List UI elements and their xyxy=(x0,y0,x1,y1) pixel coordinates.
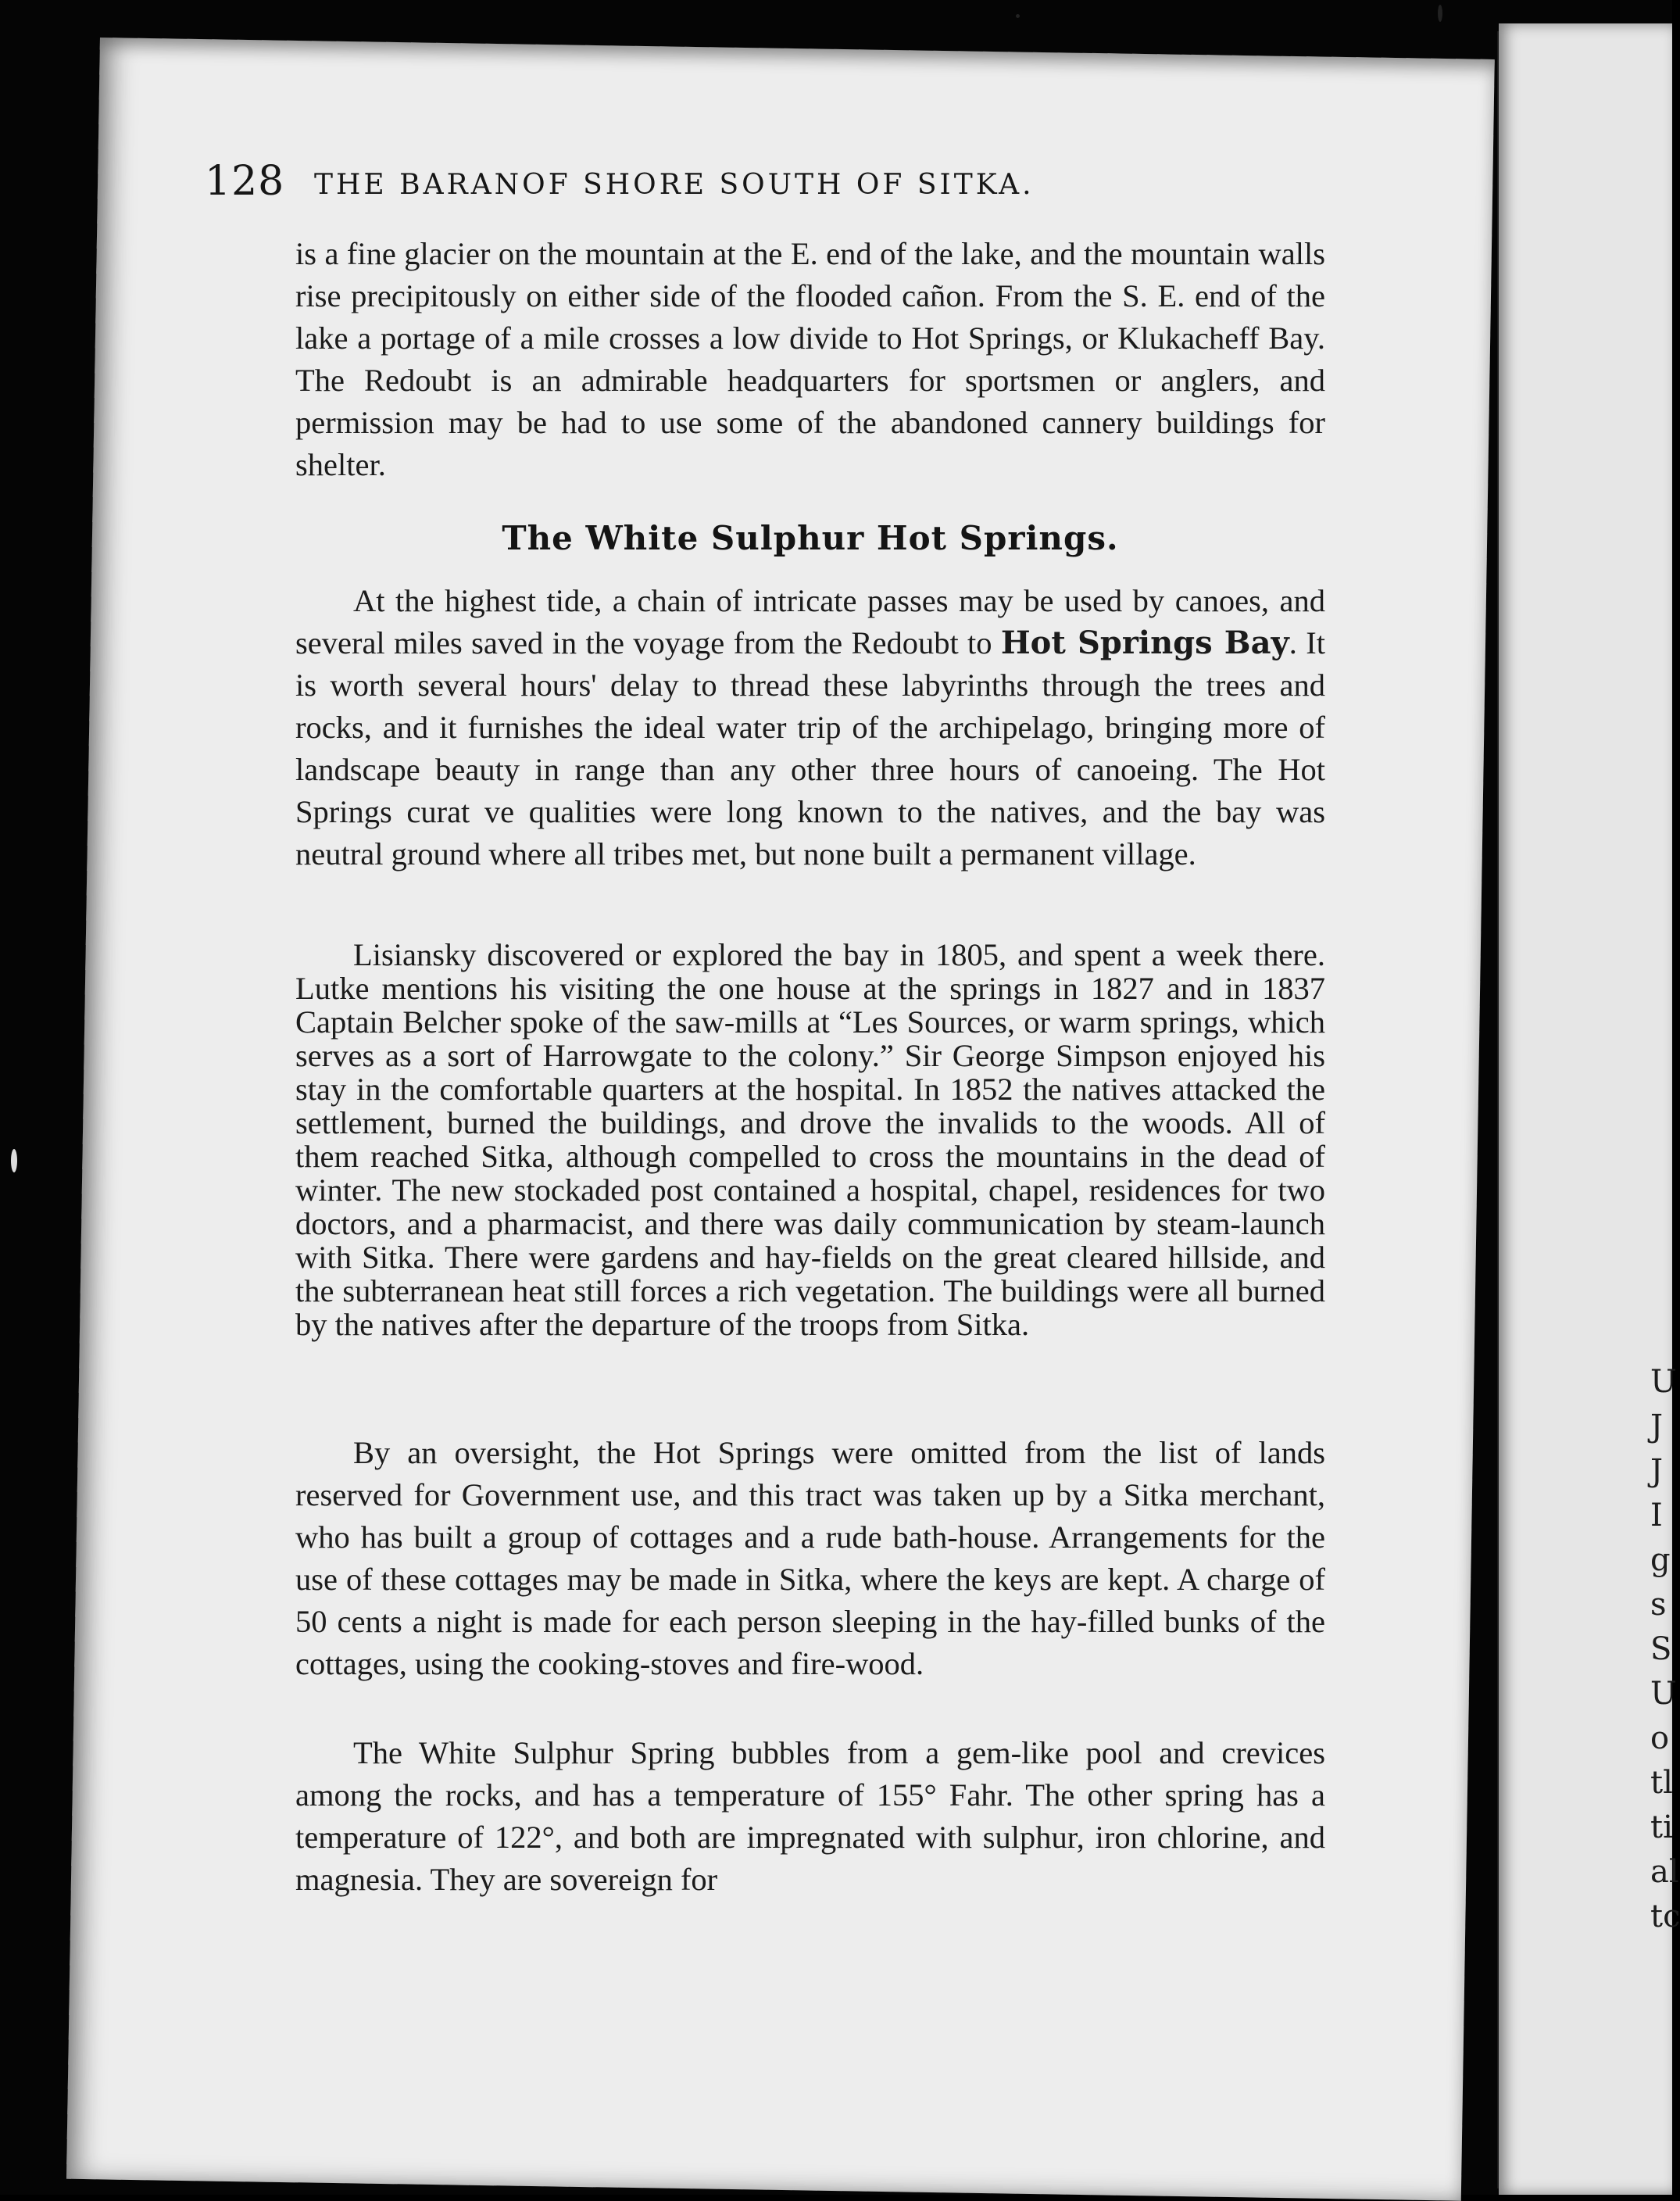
paragraph-text: is a fine glacier on the mountain at the E. end of the lake, and the mountain walls rise precipitously on either side of the flooded cañon. From the S. E. end of the lake a portage of a mile crosses a low divide to Hot Springs, or Klukacheff Bay. The Redoubt is an admirable headquarters for sportsmen or anglers, and permission may be had to use some of the abandoned cannery buildings for shelter. xyxy=(295,236,1325,482)
facing-letter: o xyxy=(1650,1720,1670,1756)
facing-letter: al xyxy=(1650,1854,1679,1890)
paragraph-start: At the highest tide, a chain of intricate passes may be used by canoes, and several miles saved in the voyage from the Redoubt to xyxy=(295,583,1325,660)
facing-letter: J xyxy=(1650,1453,1664,1489)
facing-letter: U xyxy=(1650,1364,1677,1400)
paragraph-glacier xyxy=(295,233,1325,494)
paragraph-passes xyxy=(295,580,1325,883)
facing-letter: tl xyxy=(1650,1765,1673,1801)
facing-letter: I xyxy=(1650,1498,1663,1534)
facing-page-letters xyxy=(1650,1360,1680,1939)
paragraph-end: . It is worth several hours' delay to thread these labyrinths through the trees and rocks, and it furnishes the ideal water trip of the archipelago, bringing more of landscape beauty in range than any other three hours of canoeing. The Hot Springs curat ve qualities were long known to the natives, and the bay was neutral ground where all tribes met, but none built a permanent village. xyxy=(295,625,1325,871)
running-head: THE BARANOF SHORE SOUTH OF SITKA. xyxy=(314,169,1035,201)
facing-letter: S xyxy=(1650,1631,1672,1667)
section-heading: The White Sulphur Hot Springs. xyxy=(502,519,1119,557)
facing-letter: ti xyxy=(1650,1809,1673,1845)
facing-letter: g xyxy=(1650,1542,1671,1578)
place-name-bold: Hot Springs Bay xyxy=(1000,625,1289,661)
paragraph-text xyxy=(295,580,1325,875)
facing-letter: J xyxy=(1650,1408,1664,1444)
page-number: 128 xyxy=(205,158,285,205)
facing-letter: s xyxy=(1650,1587,1667,1623)
page-header xyxy=(205,158,1189,205)
paragraph-text: Lisiansky discovered or explored the bay in 1805, and spent a week there. Lutke mentions his visiting the one house at the springs in 1827 and in 1837 Captain Belcher spoke of the saw-mills at “Les Sources, or warm springs, which serves as a sort of Harrowgate to the colony.” Sir George Simpson enjoyed his stay in the comfortable quarters at the hospital. In 1852 the natives attacked the settlement, burned the buildings, and drove the invalids to the woods. All of them reached Sitka, although compelled to cross the mountains in the dead of winter. The new stockaded post contained a hospital, chapel, residences for two doctors, and a pharmacist, and there was daily communication by steam-launch with Sitka. There were gardens and hay-fields on the great cleared hillside, and the subterranean heat still forces a rich vegetation. The buildings were all burned by the natives after the departure of the troops from Sitka. xyxy=(295,937,1325,1342)
facing-letter: U xyxy=(1650,1676,1677,1712)
paragraph-text: The White Sulphur Spring bubbles from a gem-like pool and crevices among the rocks, and has a temperature of 155° Fahr. The other spring has a temperature of 122°, and both are impregnated with sulphur, iron chlorine, and magnesia. They are sovereign for xyxy=(295,1735,1325,1897)
facing-letter: tc xyxy=(1650,1899,1680,1934)
right-page-edge xyxy=(1499,23,1680,2195)
paragraph-oversight xyxy=(295,1432,1325,1693)
scan-speck xyxy=(1438,5,1442,22)
scan-speck xyxy=(1016,14,1020,18)
paragraph-text: By an oversight, the Hot Springs were omitted from the list of lands reserved for Government use, and this tract was taken up by a Sitka merchant, who has built a group of cottages and a rude bath-house. Arrangements for the use of these cottages may be made in Sitka, where the keys are kept. A charge of 50 cents a night is made for each person sleeping in the hay-filled bunks of the cottages, using the cooking-stoves and fire-wood. xyxy=(295,1435,1325,1681)
paragraph-history xyxy=(295,938,1325,1349)
paragraph-sulphur-spring xyxy=(295,1732,1325,1909)
scan-speck xyxy=(11,1149,17,1172)
